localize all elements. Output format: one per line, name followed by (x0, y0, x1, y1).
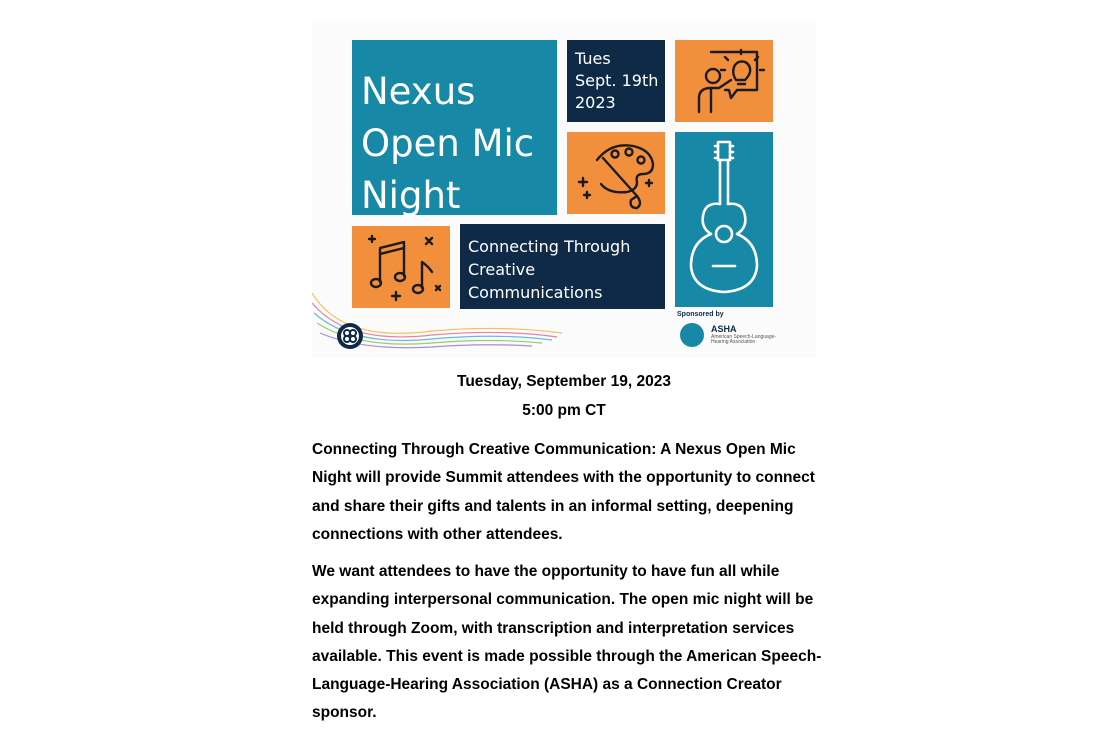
guitar-icon (675, 132, 773, 307)
description-paragraph: Connecting Through Creative Communication: A Nexus Open Mic Night will provide Summit attendees with the opportunity to connect and share their gifts and talents in an informal setting, deepening connections with other attendees. (312, 441, 815, 543)
banner-title-line-3: Night (361, 174, 461, 217)
banner-title (361, 66, 534, 222)
banner-tagline-line-2: Creative (468, 260, 536, 279)
sponsor-label: Sponsored by (677, 311, 724, 318)
banner-title-line-1: Nexus (361, 70, 476, 113)
details-paragraph: We want attendees to have the opportunity to have fun all while expanding interpersonal communication. The open mic night will be held through Zoom, with transcription and interpretation services available. This event is made possible through the American Speech-Language-Hearing Association (ASHA) as a Connection Creator sponsor. (312, 563, 822, 722)
banner-date-line-2: Sept. 19th (575, 71, 659, 90)
title-tile (352, 40, 557, 215)
sponsor-full-name: American Speech-Language-Hearing Association (711, 334, 777, 345)
asha-logo-icon (680, 323, 704, 347)
nexus-logo-icon (312, 283, 572, 358)
event-time: 5:00 pm CT (522, 402, 606, 419)
presenter-tile (675, 40, 773, 122)
palette-tile (567, 132, 665, 214)
banner-title-line-2: Open Mic (361, 122, 535, 165)
banner-tagline-line-1: Connecting Through (468, 237, 631, 256)
event-banner-image (312, 21, 816, 358)
palette-icon (567, 132, 665, 214)
banner-date (575, 48, 658, 114)
banner-tagline-line-3: Communications (468, 283, 603, 302)
banner-date-line-1: Tues (575, 49, 611, 68)
event-date: Tuesday, September 19, 2023 (457, 373, 671, 390)
sponsor-name: ASHA (711, 324, 737, 334)
date-tile (567, 40, 665, 122)
guitar-tile (675, 132, 773, 307)
presenter-bulb-icon (675, 40, 773, 122)
banner-date-line-3: 2023 (575, 93, 616, 112)
sponsor-block (675, 311, 795, 356)
